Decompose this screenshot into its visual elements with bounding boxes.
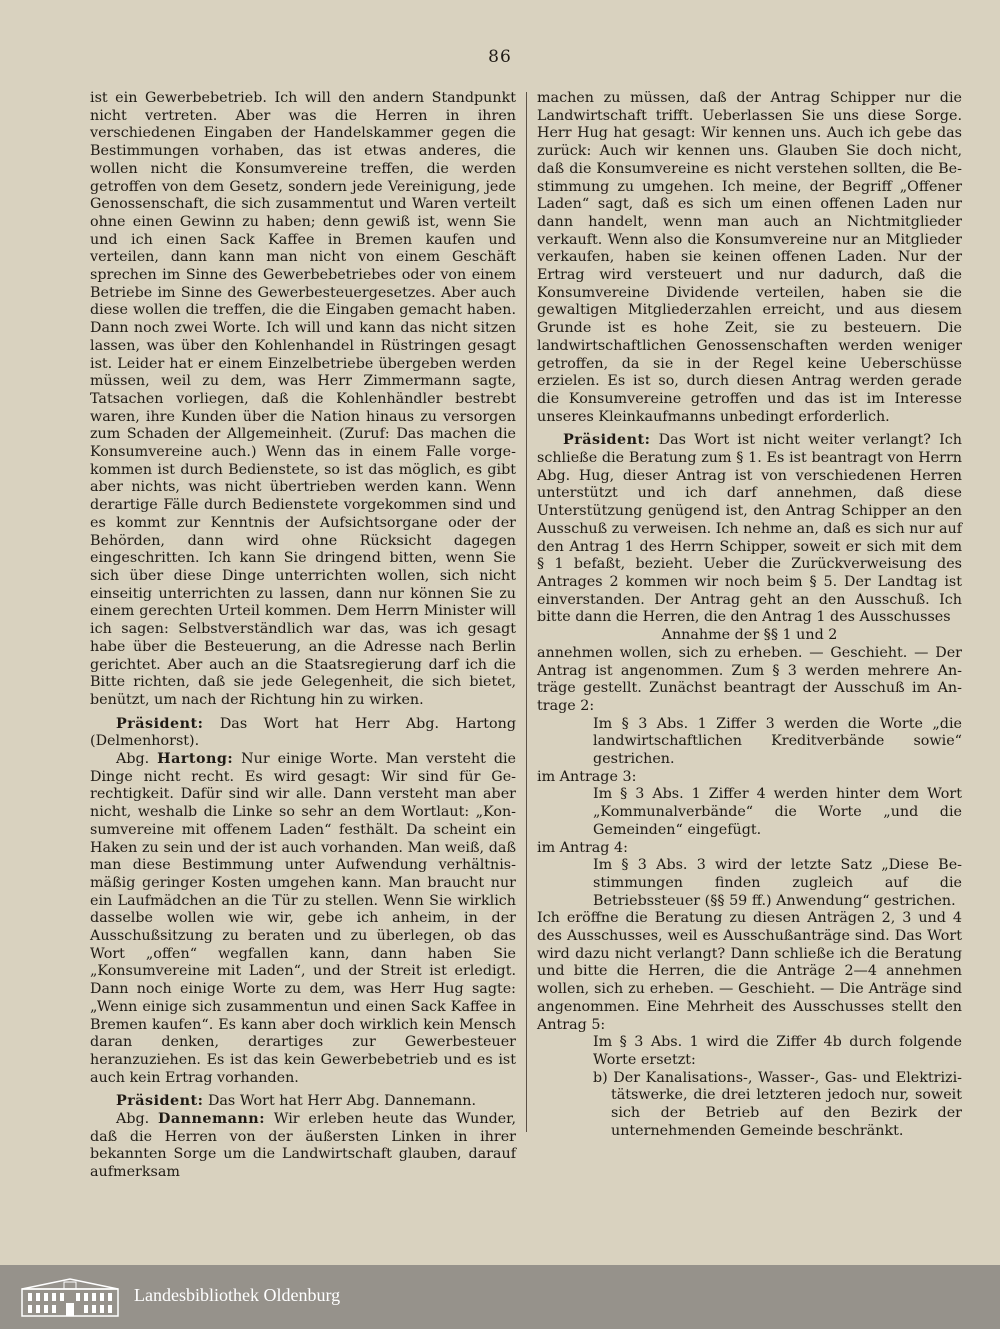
paragraph-prefix: Abg. [116,1111,158,1128]
paragraph-prefix: Abg. [116,751,158,768]
speaker-label: Dannemann: [157,1111,265,1128]
left-paragraph-2 [90,716,516,751]
amendment-quote-5: b) Der Kanalisations-, Wasser-, Gas- und Elektrizitätswerke, die drei letzteren jedoch nur, soweit sich der Betrieb auf den Bezirk der unternehmenden Gemeinde beschränkt. [593,1069,962,1139]
library-name: Landesbibliothek Oldenburg [134,1285,341,1305]
library-building-icon [20,1277,120,1317]
paragraph-text: Das Wort hat Herr Abg. Hartong (Delmenhorst). [90,715,516,750]
left-column [90,90,516,1182]
speaker-label: Präsident: [563,432,651,449]
amendment-quote-1: Im § 3 Abs. 1 Ziffer 3 werden die Worte „die landwirtschaftlichen Kreditverbände sowie“ gestrichen. [593,715,962,768]
amendment-quote-2: Im § 3 Abs. 1 Ziffer 4 werden hinter dem Wort „Kommunalverbände“ die Worte „und die Gemeinden“ eingefügt. [593,786,962,838]
speaker-label: Präsident: [116,715,204,732]
paragraph-text: Wir erleben heute das Wunder, daß die Herren von der äußersten Linken in ihrer bekannten Sorge um die Landwirtschaft glauben, darauf aufmerksam [90,1111,516,1181]
paragraph-text: Das Wort ist nicht weiter verlangt? Ich schließe die Beratung zum § 1. Es ist beantragt von Herrn Abg. Hug, dieser Antrag ist von verschiedenen Herren unterstützt und ich darf annehmen, daß diese Unterstützung genügend ist, den Antrag Schipper an den Ausschuß zu verweisen. Ich nehme an, daß es sich nur auf den Antrag 1 des Herrn Schipper, soweit er sich mit dem § 1 befaßt, bezieht. Ueber die Zurückverweisung des Antrages 2 kommen wir noch beim § 5. Der Landtag ist einverstanden. Der Antrag geht an den Ausschuß. Ich bitte dann die Herren, die den Antrag 1 des Ausschusses [537,432,963,626]
amendment-quote-4: Im § 3 Abs. 1 wird die Ziffer 4b durch folgende Worte ersetzt: [593,1034,962,1068]
left-paragraph-4 [90,1093,516,1111]
amendment-label-2: im Antrag 4: [537,839,628,856]
speaker-label: Hartong: [157,751,234,768]
page-number: 86 [488,47,512,67]
motion-line: Annahme der §§ 1 und 2 [661,627,838,644]
right-column [537,90,962,1140]
column-divider [526,92,527,1132]
right-paragraph-5: Ich eröffne die Beratung zu diesen Anträgen 2, 3 und 4 des Ausschusses, weil es Ausschußanträge sind. Das Wort wird dazu nicht verlangt? Dann schließe ich die Beratung und bitte die Herren, die die Anträge 2—4 annehmen wollen, sich zu erheben. — Geschieht. — Die Anträge sind angenommen. Eine Mehrheit des Ausschusses stellt den Antrag 5: [537,910,962,1033]
paragraph-text: Nur einige Worte. Man versteht die Dinge nicht recht. Es wird gesagt: Wir sind für Gerechtigkeit. Dafür sind wir alle. Dann versteht man aber nicht, weshalb die Linke so sehr an dem Wortlaut: „Konsumvereine mit offenem Laden“ festhält. Da scheint ein Haken zu sein und der ist auch vorhanden. Man weiß, daß man diese Bestimmung unter Aufwendung verhältnismäßig geringer Kosten umgehen kann. Man braucht nur ein Laufmädchen an die Tür zu stellen. Wenn Sie wirklich dasselbe wollen wie wir, gebe ich anheim, in der Ausschußsitzung zu beraten und zu überlegen, ob das Wort „offen“ wegfallen kann, dann haben Sie „Konsumvereine mit Laden“, und der Streit ist erledigt. Dann noch einige Worte zu dem, was Herr Hug sagte: „Wenn einige sich zusammentun und einen Sack Kaffee in Bremen kaufen“. Es kann aber doch wirklich kein Mensch daran denken, derartiges zur Gewerbesteuer heranzuziehen. Es ist das kein Gewerbebetrieb und es ist auch kein Ertrag vorhanden. [90,751,517,1086]
right-paragraph-2 [537,432,962,627]
amendment-quote-3: Im § 3 Abs. 3 wird der letzte Satz „Diese Bestimmungen finden zugleich auf die Betriebssteuer (§§ 59 ff.) Anwendung“ gestrichen. [593,857,962,909]
paragraph-text: Das Wort hat Herr Abg. Dannemann. [203,1093,477,1110]
library-footer [0,1265,1000,1329]
left-paragraph-3 [90,751,516,1087]
left-paragraph-1: ist ein Gewerbebetrieb. Ich will den andern Standpunkt nicht vertreten. Aber was die Herren in ihren verschiedenen Eingaben der Handelskammer gegen die Bestimmungen vorhaben, das ist etwas anderes, die wollen nicht die Konsumvereine treffen, die werden getroffen von dem Gesetz, sondern jede Vereinigung, jede Genossenschaft, die sich zusammentut und Waren verteilt ohne einen Gewinn zu haben; denn gewiß ist, wenn Sie und ich einen Sack Kaffee in Bremen kaufen und verteilen, dann kann man nicht von einem Geschäft sprechen im Sinne des Gewerbebetriebes oder von einem Betriebe im Sinne des Gewerbesteuergesetzes. Aber auch diese wollen die treffen, die die Eingaben gemacht haben. Dann noch zwei Worte. Ich will und kann das nicht sitzen lassen, was über den Kohlenhandel in Rüstringen gesagt ist. Leider hat er einem Einzelbetriebe übergeben werden müssen, weil zu dem, was Herr Zimmermann sagte, Tatsachen vorliegen, daß die Kohlenhändler bestrebt waren, ihre Kunden über die Nation hinaus zu versorgen zum Schaden der Allgemeinheit. (Zuruf: Das machen die Konsumvereine auch.) Wenn das in einem Falle vorgekommen ist durch Bedienstete, so ist das möglich, es gibt aber nichts, was nicht übertrieben werden kann. Wenn derartige Fälle durch Bedienstete vorgekommen sind und es kommt zur Kenntnis der Aufsichtsorgane oder der Behörden, dann wird ohne Rücksicht dagegen eingeschritten. Ich kann Sie dringend bitten, wenn Sie sich über diese Dinge unterrichten wollen, sich nicht einseitig unterrichten zu lassen, dann nur können Sie zu einem gerechten Urteil kommen. Dem Herrn Minister will ich sagen: Selbstverständlich war das, was ich gesagt habe über die Besteuerung, an die Adresse nach Berlin gerichtet. Aber auch an die Staatsregierung darf ich die Bitte richten, daß sie jede Gelegenheit, die sich bietet, benützt, um nach der Richtung hin zu wirken. [90,90,516,708]
speaker-label: Präsident: [116,1093,204,1110]
right-paragraph-4: annehmen wollen, sich zu erheben. — Geschieht. — Der Antrag ist angenommen. Zum § 3 werden mehrere Anträge gestellt. Zunächst beantragt der Ausschuß im Antrage 2: [537,644,962,714]
right-paragraph-1: machen zu müssen, daß der Antrag Schipper nur die Landwirtschaft trifft. Ueberlassen Sie uns diese Sorge. Herr Hug hat gesagt: Wir kennen uns. Auch ich gebe das zurück: Auch wir kennen uns. Glauben Sie doch nicht, daß die Konsumvereine es nicht verstehen sollten, die Bestimmung zu umgehen. Ich meine, der Begriff „Offener Laden“ sagt, daß es sich um einen offenen Laden nur dann handelt, wenn man auch an Nichtmitglieder verkauft. Wenn also die Konsumvereine nur an Mitglieder verkaufen, haben sie keinen offenen Laden. Nur der Ertrag wird versteuert und nur dadurch, daß die Konsumvereine Dividende verteilen, haben sie die gewaltigen Mitgliederzahlen erreicht, und aus diesem Grunde ist es hohe Zeit, sie zu besteuern. Die landwirtschaftlichen Genossenschaften werden weniger getroffen, da sie in der Regel keine Ueberschüsse erzielen. Es ist so, durch diesen Antrag werden gerade die Konsumvereine getroffen und das ist im Interesse unseres Kleinkaufmanns unbedingt erforderlich. [537,90,962,425]
amendment-label-1: im Antrage 3: [537,768,637,785]
left-paragraph-5 [90,1111,516,1182]
